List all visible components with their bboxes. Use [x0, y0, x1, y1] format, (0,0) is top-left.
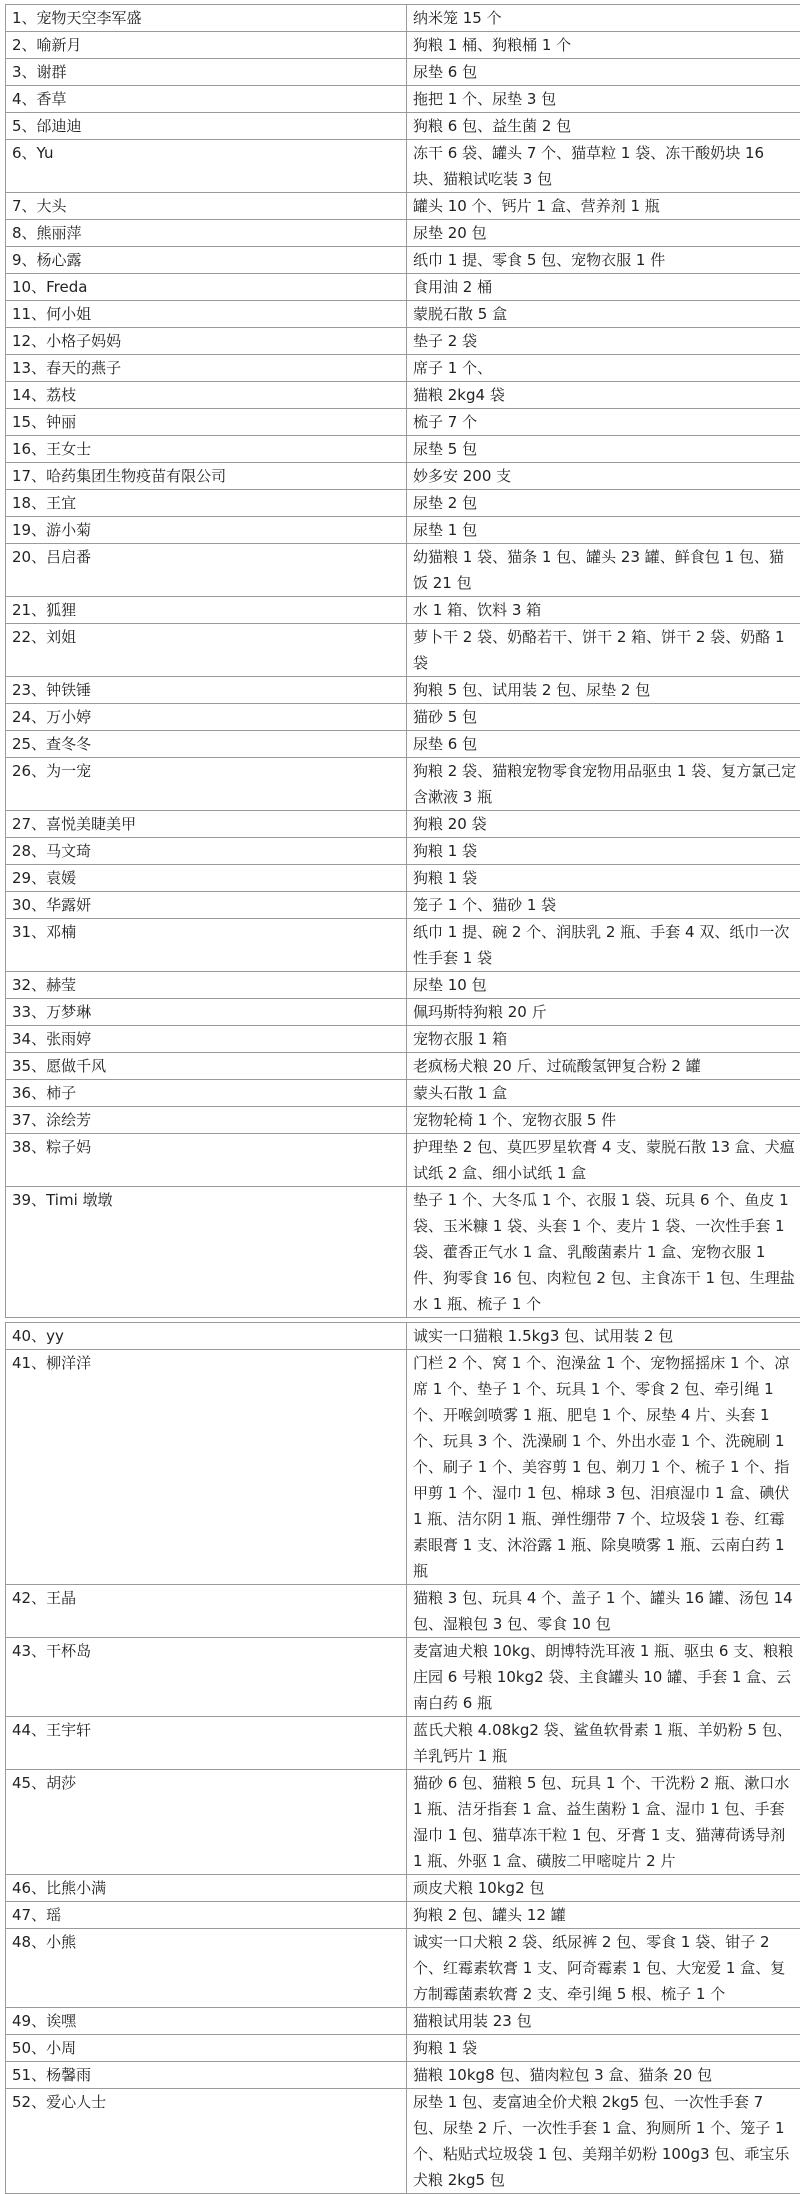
donated-items: 猫粮 3 包、玩具 4 个、盖子 1 个、罐头 16 罐、汤包 14 包、湿粮包 3 包、零食 10 包 [407, 1585, 800, 1638]
donated-items: 狗粮 1 袋 [407, 838, 800, 865]
donor-name: 3、谢群 [6, 59, 407, 86]
donated-items: 诚实一口犬粮 2 袋、纸尿裤 2 包、零食 1 袋、钳子 2 个、红霉素软膏 1 支、阿奇霉素 1 包、大宠爱 1 盒、复方制霉菌素软膏 2 支、牵引绳 5 根、梳子 1 个 [407, 1929, 800, 2008]
donor-name: 47、瑶 [6, 1902, 407, 1929]
table-row [6, 2062, 800, 2089]
table-row [6, 919, 800, 972]
table-row [6, 86, 800, 113]
table-row [6, 1350, 800, 1585]
donated-items: 尿垫 1 包、麦富迪全价犬粮 2kg5 包、一次性手套 7 包、尿垫 2 斤、一次性手套 1 盒、狗厕所 1 个、笼子 1 个、粘贴式垃圾袋 1 包、美翔羊奶粉 100g3 包、乖宝乐犬粮 2kg5 包 [407, 2089, 800, 2194]
donated-items: 狗粮 20 袋 [407, 811, 800, 838]
donated-items: 猫砂 5 包 [407, 704, 800, 731]
donated-items: 狗粮 1 桶、狗粮桶 1 个 [407, 32, 800, 59]
donor-name: 49、诶嘿 [6, 2008, 407, 2035]
donor-name: 15、钟丽 [6, 409, 407, 436]
table-row [6, 220, 800, 247]
table-row [6, 409, 800, 436]
table-row [6, 1080, 800, 1107]
donor-name: 32、赫莹 [6, 972, 407, 999]
table-row [6, 544, 800, 597]
donor-name: 21、狐狸 [6, 597, 407, 624]
donated-items: 尿垫 1 包 [407, 517, 800, 544]
donated-items: 顽皮犬粮 10kg2 包 [407, 1875, 800, 1902]
donor-name: 1、宠物天空李军盛 [6, 5, 407, 32]
table-row [6, 597, 800, 624]
table-row [6, 247, 800, 274]
donated-items: 佩玛斯特狗粮 20 斤 [407, 999, 800, 1026]
donated-items: 尿垫 20 包 [407, 220, 800, 247]
table-row [6, 1902, 800, 1929]
donor-name: 23、钟铁锤 [6, 677, 407, 704]
donor-name: 18、王宜 [6, 490, 407, 517]
donor-name: 8、熊丽萍 [6, 220, 407, 247]
table-row [6, 1585, 800, 1638]
table-row [6, 2008, 800, 2035]
donated-items: 垫子 1 个、大冬瓜 1 个、衣服 1 袋、玩具 6 个、鱼皮 1 袋、玉米糠 1 袋、头套 1 个、麦片 1 袋、一次性手套 1 袋、藿香正气水 1 盒、乳酸菌素片 1 盒、宠物衣服 1 件、狗零食 16 包、肉粒包 2 包、主食冻干 1 包、生理盐水 1 瓶、梳子 1 个 [407, 1187, 800, 1318]
table-row [6, 382, 800, 409]
donated-items: 尿垫 6 包 [407, 59, 800, 86]
table-row [6, 972, 800, 999]
donor-name: 11、何小姐 [6, 301, 407, 328]
donor-name: 43、干杯岛 [6, 1638, 407, 1717]
table-row [6, 865, 800, 892]
table-row [6, 811, 800, 838]
donor-name: 9、杨心露 [6, 247, 407, 274]
table-row [6, 1770, 800, 1875]
donated-items: 狗粮 2 包、罐头 12 罐 [407, 1902, 800, 1929]
donated-items: 狗粮 6 包、益生菌 2 包 [407, 113, 800, 140]
table-row [6, 274, 800, 301]
donor-name: 5、邰迪迪 [6, 113, 407, 140]
table-row [6, 758, 800, 811]
donor-name: 50、小周 [6, 2035, 407, 2062]
donated-items: 蒙脱石散 5 盒 [407, 301, 800, 328]
table-row [6, 1717, 800, 1770]
donation-table-body-part2 [6, 1323, 800, 2194]
donated-items: 尿垫 5 包 [407, 436, 800, 463]
donated-items: 狗粮 5 包、试用装 2 包、尿垫 2 包 [407, 677, 800, 704]
donated-items: 冻干 6 袋、罐头 7 个、猫草粒 1 袋、冻干酸奶块 16 块、猫粮试吃装 3 包 [407, 140, 800, 193]
table-row [6, 113, 800, 140]
table-row [6, 731, 800, 758]
table-row [6, 1323, 800, 1350]
donated-items: 宠物衣服 1 箱 [407, 1026, 800, 1053]
table-row [6, 1875, 800, 1902]
donated-items: 尿垫 6 包 [407, 731, 800, 758]
table-row [6, 2035, 800, 2062]
table-row [6, 1929, 800, 2008]
donor-name: 10、Freda [6, 274, 407, 301]
table-row [6, 1638, 800, 1717]
donated-items: 猫粮 2kg4 袋 [407, 382, 800, 409]
donated-items: 幼猫粮 1 袋、猫条 1 包、罐头 23 罐、鲜食包 1 包、猫饭 21 包 [407, 544, 800, 597]
donor-name: 51、杨馨雨 [6, 2062, 407, 2089]
donor-name: 31、邓楠 [6, 919, 407, 972]
donated-items: 门栏 2 个、窝 1 个、泡澡盆 1 个、宠物摇摇床 1 个、凉席 1 个、垫子 1 个、玩具 1 个、零食 2 包、牵引绳 1 个、开喉剑喷雾 1 瓶、肥皂 1 个、尿垫 4 片、头套 1 个、玩具 3 个、洗澡刷 1 个、外出水壶 1 个、洗碗刷 1 个、刷子 1 个、美容剪 1 包、剃刀 1 个、梳子 1 个、指甲剪 1 个、湿巾 1 包、棉球 3 包、泪痕湿巾 1 盒、碘伏 1 瓶、洁尔阴 1 瓶、弹性绷带 7 个、垃圾袋 1 卷、红霉素眼膏 1 支、沐浴露 1 瓶、除臭喷雾 1 瓶、云南白药 1 瓶 [407, 1350, 800, 1585]
donated-items: 麦富迪犬粮 10kg、朗博特洗耳液 1 瓶、驱虫 6 支、粮粮庄园 6 号粮 10kg2 袋、主食罐头 10 罐、手套 1 盒、云南白药 6 瓶 [407, 1638, 800, 1717]
donor-name: 41、柳洋洋 [6, 1350, 407, 1585]
donor-name: 27、喜悦美睫美甲 [6, 811, 407, 838]
donor-name: 22、刘姐 [6, 624, 407, 677]
donor-name: 37、涂绘芳 [6, 1107, 407, 1134]
donated-items: 护理垫 2 包、莫匹罗星软膏 4 支、蒙脱石散 13 盒、犬瘟试纸 2 盒、细小试纸 1 盒 [407, 1134, 800, 1187]
donor-name: 28、马文琦 [6, 838, 407, 865]
table-row [6, 436, 800, 463]
donated-items: 水 1 箱、饮料 3 箱 [407, 597, 800, 624]
table-row [6, 677, 800, 704]
donor-name: 20、吕启番 [6, 544, 407, 597]
donated-items: 猫粮 10kg8 包、猫肉粒包 3 盒、猫条 20 包 [407, 2062, 800, 2089]
donor-name: 34、张雨婷 [6, 1026, 407, 1053]
donated-items: 席子 1 个、 [407, 355, 800, 382]
table-row [6, 1107, 800, 1134]
donated-items: 宠物轮椅 1 个、宠物衣服 5 件 [407, 1107, 800, 1134]
donated-items: 猫粮试用装 23 包 [407, 2008, 800, 2035]
donated-items: 纸巾 1 提、碗 2 个、润肤乳 2 瓶、手套 4 双、纸巾一次性手套 1 袋 [407, 919, 800, 972]
donated-items: 纳米笼 15 个 [407, 5, 800, 32]
table-row [6, 838, 800, 865]
donated-items: 垫子 2 袋 [407, 328, 800, 355]
table-row [6, 301, 800, 328]
donor-name: 13、春天的燕子 [6, 355, 407, 382]
donated-items: 尿垫 10 包 [407, 972, 800, 999]
donated-items: 罐头 10 个、钙片 1 盒、营养剂 1 瓶 [407, 193, 800, 220]
donated-items: 尿垫 2 包 [407, 490, 800, 517]
donor-name: 39、Timi 墩墩 [6, 1187, 407, 1318]
donated-items: 蓝氏犬粮 4.08kg2 袋、鲨鱼软骨素 1 瓶、羊奶粉 5 包、羊乳钙片 1 瓶 [407, 1717, 800, 1770]
donated-items: 猫砂 6 包、猫粮 5 包、玩具 1 个、干洗粉 2 瓶、漱口水 1 瓶、洁牙指套 1 盒、益生菌粉 1 盒、湿巾 1 包、手套湿巾 1 包、猫草冻干粒 1 包、牙膏 1 支、猫薄荷诱导剂 1 瓶、外驱 1 盒、磺胺二甲嘧啶片 2 片 [407, 1770, 800, 1875]
donor-name: 14、荔枝 [6, 382, 407, 409]
donor-name: 29、袁媛 [6, 865, 407, 892]
donor-name: 38、粽子妈 [6, 1134, 407, 1187]
donor-name: 44、王宇轩 [6, 1717, 407, 1770]
donor-name: 4、香草 [6, 86, 407, 113]
donated-items: 狗粮 1 袋 [407, 2035, 800, 2062]
donor-name: 48、小熊 [6, 1929, 407, 2008]
donated-items: 纸巾 1 提、零食 5 包、宠物衣服 1 件 [407, 247, 800, 274]
donated-items: 狗粮 2 袋、猫粮宠物零食宠物用品驱虫 1 袋、复方氯己定含漱液 3 瓶 [407, 758, 800, 811]
donated-items: 老疯杨犬粮 20 斤、过硫酸氢钾复合粉 2 罐 [407, 1053, 800, 1080]
donor-name: 24、万小婷 [6, 704, 407, 731]
table-row [6, 32, 800, 59]
table-row [6, 355, 800, 382]
table-row [6, 517, 800, 544]
table-row [6, 2089, 800, 2194]
table-row [6, 704, 800, 731]
table-row [6, 193, 800, 220]
donor-name: 7、大头 [6, 193, 407, 220]
donation-list [5, 4, 795, 2194]
table-row [6, 463, 800, 490]
donor-name: 16、王女士 [6, 436, 407, 463]
table-row [6, 1134, 800, 1187]
donor-name: 46、比熊小满 [6, 1875, 407, 1902]
donated-items: 笼子 1 个、猫砂 1 袋 [407, 892, 800, 919]
table-row [6, 624, 800, 677]
table-row [6, 1026, 800, 1053]
donation-table-body-part1 [6, 5, 800, 1318]
donation-table [5, 4, 800, 2194]
donor-name: 12、小格子妈妈 [6, 328, 407, 355]
donor-name: 26、为一宠 [6, 758, 407, 811]
donor-name: 45、胡莎 [6, 1770, 407, 1875]
donor-name: 17、哈药集团生物疫苗有限公司 [6, 463, 407, 490]
donor-name: 52、爱心人士 [6, 2089, 407, 2194]
donor-name: 25、查冬冬 [6, 731, 407, 758]
table-row [6, 1187, 800, 1318]
donor-name: 42、王晶 [6, 1585, 407, 1638]
donated-items: 狗粮 1 袋 [407, 865, 800, 892]
table-row [6, 59, 800, 86]
donor-name: 19、游小菊 [6, 517, 407, 544]
donor-name: 2、喻新月 [6, 32, 407, 59]
table-row [6, 490, 800, 517]
table-row [6, 5, 800, 32]
table-row [6, 1053, 800, 1080]
table-row [6, 999, 800, 1026]
table-row [6, 140, 800, 193]
donated-items: 蒙头石散 1 盒 [407, 1080, 800, 1107]
donated-items: 诚实一口猫粮 1.5kg3 包、试用装 2 包 [407, 1323, 800, 1350]
donor-name: 36、柿子 [6, 1080, 407, 1107]
donated-items: 妙多安 200 支 [407, 463, 800, 490]
donated-items: 拖把 1 个、尿垫 3 包 [407, 86, 800, 113]
table-row [6, 892, 800, 919]
donor-name: 6、Yu [6, 140, 407, 193]
donor-name: 40、yy [6, 1323, 407, 1350]
donor-name: 33、万梦琳 [6, 999, 407, 1026]
donated-items: 梳子 7 个 [407, 409, 800, 436]
donor-name: 35、愿做千风 [6, 1053, 407, 1080]
donated-items: 食用油 2 桶 [407, 274, 800, 301]
donor-name: 30、华露妍 [6, 892, 407, 919]
table-row [6, 328, 800, 355]
donated-items: 萝卜干 2 袋、奶酪若干、饼干 2 箱、饼干 2 袋、奶酪 1 袋 [407, 624, 800, 677]
